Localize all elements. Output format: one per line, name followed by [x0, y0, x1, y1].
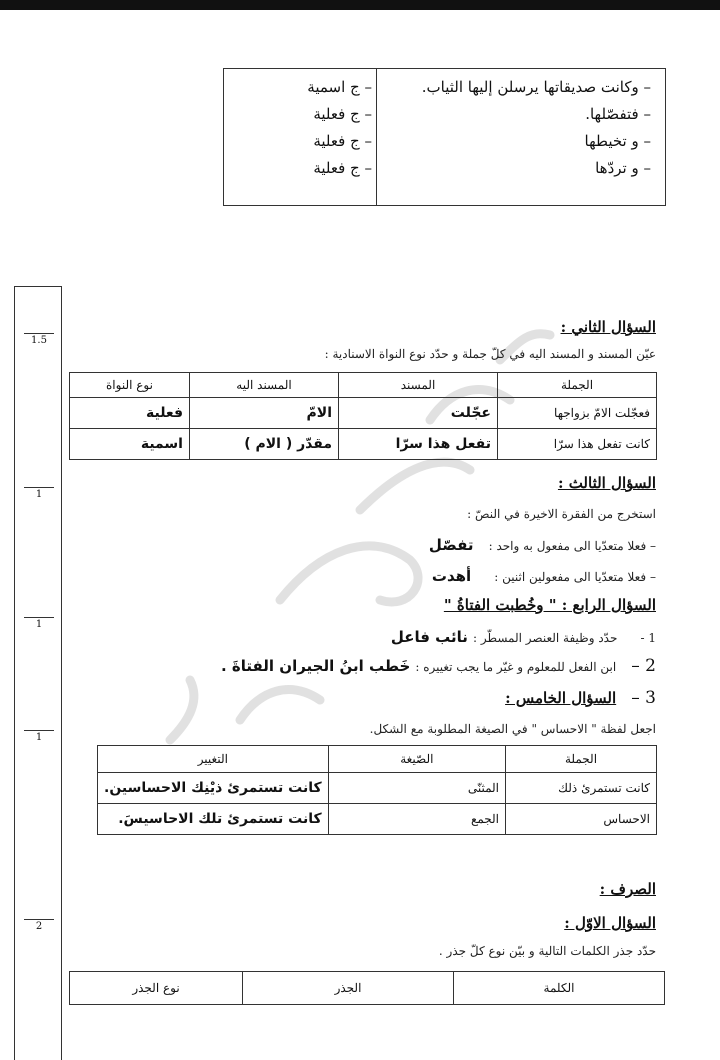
q4-item2-answer: خَطب ابنُ الجيران الفتاةَ .	[220, 657, 411, 675]
answer-cell: كانت تستمرئ تلك الاحاسيسَ.	[98, 804, 329, 835]
score-mark: 1	[24, 617, 54, 632]
q5-instruction: اجعل لفظة " الاحساس " في الصيغة المطلوبة مع الشكل.	[369, 722, 656, 736]
q4-item1-label: حدّد وظيفة العنصر المسطّر :	[473, 631, 618, 645]
q2-instruction: عيّن المسند و المسند اليه في كلّ جملة و حدّد نوع النواة الاسنادية :	[324, 347, 656, 361]
answer-cell: عجّلت	[339, 398, 498, 429]
cell: كانت تستمرئ ذلك	[506, 773, 657, 804]
q2-table	[69, 372, 657, 460]
header-cell: التغيير	[98, 746, 329, 773]
q3-title: السؤال الثالث :	[557, 474, 656, 492]
sarf-table	[69, 971, 665, 1005]
table-header-row	[98, 746, 657, 773]
cell: الجمع	[328, 804, 505, 835]
table-row	[98, 804, 657, 835]
score-mark: 1	[24, 730, 54, 745]
q4-item2-number: 2 –	[631, 656, 656, 676]
header-cell: الجملة	[498, 373, 657, 398]
answer-cell: اسمية	[70, 429, 190, 460]
q2-title: السؤال الثاني :	[560, 318, 656, 336]
sentence-line: – و تخيطها	[584, 132, 651, 150]
type-line: – ج فعلية	[313, 132, 372, 150]
q5-heading	[505, 688, 656, 708]
table-header-row	[70, 373, 657, 398]
q3-item1-answer: تفصّل	[428, 536, 474, 554]
header-cell: المسند اليه	[190, 373, 339, 398]
q5-number: 3 –	[631, 688, 656, 708]
type-line: – ج فعلية	[313, 105, 372, 123]
answer-cell: الامّ	[190, 398, 339, 429]
q3-item1-label: – فعلا متعدّيا الى مفعول به واحد :	[488, 539, 656, 553]
q3-item2-label: – فعلا متعدّيا الى مفعولين اثنين :	[494, 570, 656, 584]
sarf-q1-title: السؤال الاوّل :	[564, 914, 656, 932]
q4-item2-label: ابن الفعل للمعلوم و غيّر ما يجب تغييره :	[415, 660, 617, 674]
sentence-line: – وكانت صديقاتها يرسلن إليها الثياب.	[421, 78, 651, 96]
q3-item2-answer: أهدت	[431, 567, 472, 585]
q4-item2	[221, 656, 656, 676]
answer-cell: مقدّر ( الام )	[190, 429, 339, 460]
sentence-line: – فتفصّلها.	[585, 105, 651, 123]
q4-item1-number: 1 -	[640, 631, 656, 645]
score-mark: 1	[24, 487, 54, 502]
cell: المثنّى	[328, 773, 505, 804]
table-header-row	[70, 972, 665, 1005]
sarf-title: الصرف :	[599, 880, 656, 898]
table-divider	[376, 69, 377, 205]
header-cell: الكلمة	[454, 972, 665, 1005]
answer-cell: تفعل هذا سرّا	[339, 429, 498, 460]
answer-cell: كانت تستمرئ ذيْنِك الاحساسين.	[98, 773, 329, 804]
type-line: – ج اسمية	[307, 78, 372, 96]
sarf-instruction: حدّد جذر الكلمات التالية و بيّن نوع كلّ جذر .	[438, 944, 656, 958]
top-black-bar	[0, 0, 720, 10]
q4-title: السؤال الرابع : " وخُطبت الفتاةُ "	[443, 596, 656, 614]
header-cell: نوع الجذر	[70, 972, 243, 1005]
header-cell: الجملة	[506, 746, 657, 773]
table-row	[98, 773, 657, 804]
type-line: – ج فعلية	[313, 159, 372, 177]
cell: فعجّلت الامّ بزواجها	[498, 398, 657, 429]
q5-table	[97, 745, 657, 835]
q3-instruction: استخرج من الفقرة الاخيرة في النصّ :	[467, 507, 656, 521]
header-cell: المسند	[339, 373, 498, 398]
score-mark: 1.5	[24, 333, 54, 348]
cell: الاحساس	[506, 804, 657, 835]
header-cell: الصّيغة	[328, 746, 505, 773]
sentence-line: – و تردّها	[595, 159, 651, 177]
q3-item1	[429, 535, 656, 554]
score-column	[14, 286, 62, 1060]
q3-item2	[432, 566, 656, 585]
table-row	[70, 398, 657, 429]
types-column	[242, 74, 372, 182]
table-row	[70, 429, 657, 460]
score-mark: 2	[24, 919, 54, 934]
q4-item1-answer: نائب فاعل	[390, 628, 468, 646]
sentences-column	[381, 74, 651, 182]
header-cell: نوع النواة	[70, 373, 190, 398]
answer-cell: فعلية	[70, 398, 190, 429]
q4-item1	[391, 627, 656, 646]
q5-title: السؤال الخامس :	[505, 689, 617, 707]
sentence-type-table	[223, 68, 666, 206]
header-cell: الجذر	[243, 972, 454, 1005]
cell: كانت تفعل هذا سرّا	[498, 429, 657, 460]
